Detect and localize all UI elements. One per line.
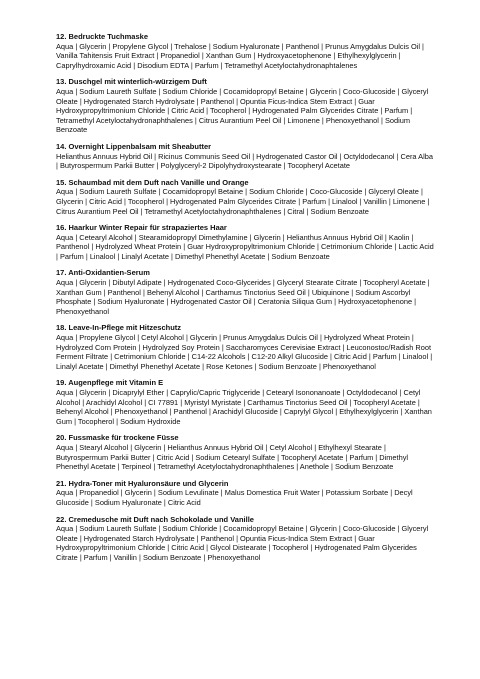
product-entry-20: [56, 433, 434, 471]
product-title: 12. Bedruckte Tuchmaske: [56, 32, 148, 41]
product-title: 14. Overnight Lippenbalsam mit Sheabutter: [56, 141, 212, 151]
product-title: 13. Duschgel mit winterlich-würzigem Duft: [56, 77, 207, 87]
ingredient-list: Aqua | Cetearyl Alcohol | Stearamidopropyl Dimethylamine | Glycerin | Helianthus Annuus Hybrid Oil | Kaolin | Panthenol | Hydrolyzed Wheat Protein | Guar Hydroxypropyltrimonium Chloride | Cetrimonium Chloride | Lactic Acid | Parfum | Linalool | Linalyl Acetate | Dimethyl Phenethyl Acetate | Sodium Benzoate: [56, 232, 434, 261]
document-page: [56, 32, 434, 570]
product-title: 18. Leave-In-Pflege mit Hitzeschutz: [56, 323, 182, 333]
product-entry-15: [56, 178, 434, 216]
product-entry-13: [56, 77, 434, 135]
product-entry-22: [56, 515, 434, 563]
product-title: 22. Cremedusche mit Duft nach Schokolade und Vanille: [56, 514, 254, 524]
product-entry-19: [56, 378, 434, 426]
product-entry-12: [56, 32, 434, 70]
product-entry-16: [56, 223, 434, 261]
product-title: 20. Fussmaske für trockene Füsse: [56, 433, 179, 443]
product-title: 19. Augenpflege mit Vitamin E: [56, 378, 164, 388]
product-title: 16. Haarkur Winter Repair für strapaziertes Haar: [56, 223, 227, 233]
ingredient-list: Aqua | Sodium Laureth Sulfate | Sodium Chloride | Cocamidopropyl Betaine | Glycerin | Coco-Glucoside | Glyceryl Oleate | Hydrogenated Starch Hydrolysate | Panthenol | Opuntia Ficus-Indica Stem Extract | Guar Hydroxypropyltrimonium Chloride | Citric Acid | Tocopherol | Hydrogenated Palm Glycerides Citrate | Parfum | Tetramethyl Acetyloctahydronaphthalenes | Citrus Aurantium Peel Oil | Limonene | Phenoxyethanol | Sodium Benzoate: [56, 86, 429, 135]
product-entry-21: [56, 479, 434, 508]
product-title: 21. Hydra-Toner mit Hyaluronsäure und Glycerin: [56, 478, 229, 488]
ingredient-list: Aqua | Sodium Laureth Sulfate | Cocamidopropyl Betaine | Sodium Chloride | Coco-Glucoside | Glyceryl Oleate | Glycerin | Citric Acid | Tocopherol | Hydrogenated Palm Glycerides Citrate | Parfum | Linalool | Vanillin | Limonene | Citrus Aurantium Peel Oil | Tetramethyl Acetyloctahydronaphthalenes | Citral | Sodium Benzoate: [56, 187, 430, 216]
product-entry-18: [56, 323, 434, 371]
ingredient-list: Helianthus Annuus Hybrid Oil | Ricinus Communis Seed Oil | Hydrogenated Castor Oil | Octyldodecanol | Cera Alba | Butyrospermum Parkii Butter | Polyglyceryl-2 Dipolyhydroxystearate | Tocopheryl Acetate: [56, 151, 433, 171]
product-entry-17: [56, 268, 434, 316]
ingredient-list: Aqua | Glycerin | Dicaprylyl Ether | Caprylic/Capric Triglyceride | Cetearyl Isononanoate | Octyldodecanol | Cetyl Alcohol | Arachidyl Alcohol | CI 77891 | Myristyl Myristate | Carthamus Tinctorius Seed Oil | Tocopheryl Acetate | Behenyl Alcohol | Phenoxyethanol | Panthenol | Arachidyl Glucoside | Caprylyl Glycol | Ethylhexylglycerin | Xanthan Gum | Tocopherol | Sodium Hydroxide: [56, 388, 432, 426]
ingredient-list: Aqua | Stearyl Alcohol | Glycerin | Helianthus Annuus Hybrid Oil | Cetyl Alcohol | Ethylhexyl Stearate | Butyrospermum Parkii Butter | Citric Acid | Sodium Cetearyl Sulfate | Tocopheryl Acetate | Parfum | Dimethyl Phenethyl Acetate | Terpineol | Tetramethyl Acetyloctahydronaphthalenes | Anethole | Sodium Benzoate: [56, 442, 409, 472]
product-title: 15. Schaumbad mit dem Duft nach Vanille und Orange: [56, 177, 249, 187]
ingredient-list: Aqua | Sodium Laureth Sulfate | Sodium Chloride | Cocamidopropyl Betaine | Glycerin | Coco-Glucoside | Glyceryl Oleate | Hydrogenated Starch Hydrolysate | Panthenol | Opuntia Ficus-Indica Stem Extract | Guar Hydroxypropyltrimonium Chloride | Citric Acid | Glycol Distearate | Tocopherol | Hydrogenated Palm Glycerides Citrate | Parfum | Vanillin | Sodium Benzoate | Phenoxyethanol: [56, 524, 429, 562]
ingredient-list: Aqua | Glycerin | Dibutyl Adipate | Hydrogenated Coco-Glycerides | Glyceryl Stearate Citrate | Tocopheryl Acetate | Xanthan Gum | Panthenol | Behenyl Alcohol | Carthamus Tinctorius Seed Oil | Ubiquinone | Sodium Ascorbyl Phosphate | Sodium Hyaluronate | Hydrogenated Castor Oil | Ceratonia Siliqua Gum | Hydroxyacetophenone | Phenoxyethanol: [56, 278, 430, 316]
product-title: 17. Anti-Oxidantien-Serum: [56, 268, 150, 278]
ingredient-list: Aqua | Glycerin | Propylene Glycol | Trehalose | Sodium Hyaluronate | Panthenol | Prunus Amygdalus Dulcis Oil | Vanilla Tahitensis Fruit Extract | Propanediol | Xanthan Gum | Hydroxyacetophenone | Ethylhexylglycerin | Caprylhydroxamic Acid | Disodium EDTA | Parfum | Tetramethyl Acetyloctahydronaphtalenes: [56, 41, 424, 70]
ingredient-list: Aqua | Propylene Glycol | Cetyl Alcohol | Glycerin | Prunus Amygdalus Dulcis Oil | Hydrolyzed Wheat Protein | Hydrolyzed Corn Protein | Hydrolyzed Soy Protein | Saccharomyces Cerevisiae Extract | Leuconostoc/Radish Root Ferment Filtrate | Cetrimonium Chloride | C14-22 Alcohols | C12-20 Alkyl Glucoside | Citric Acid | Parfum | Linalool | Linalyl Acetate | Dimethyl Phenethyl Acetate | Rose Ketones | Sodium Benzoate | Phenoxyethanol: [56, 333, 433, 371]
ingredient-list: Aqua | Propanediol | Glycerin | Sodium Levulinate | Malus Domestica Fruit Water | Potassium Sorbate | Decyl Glucoside | Sodium Hyaluronate | Citric Acid: [56, 488, 413, 507]
product-entry-14: [56, 142, 434, 171]
